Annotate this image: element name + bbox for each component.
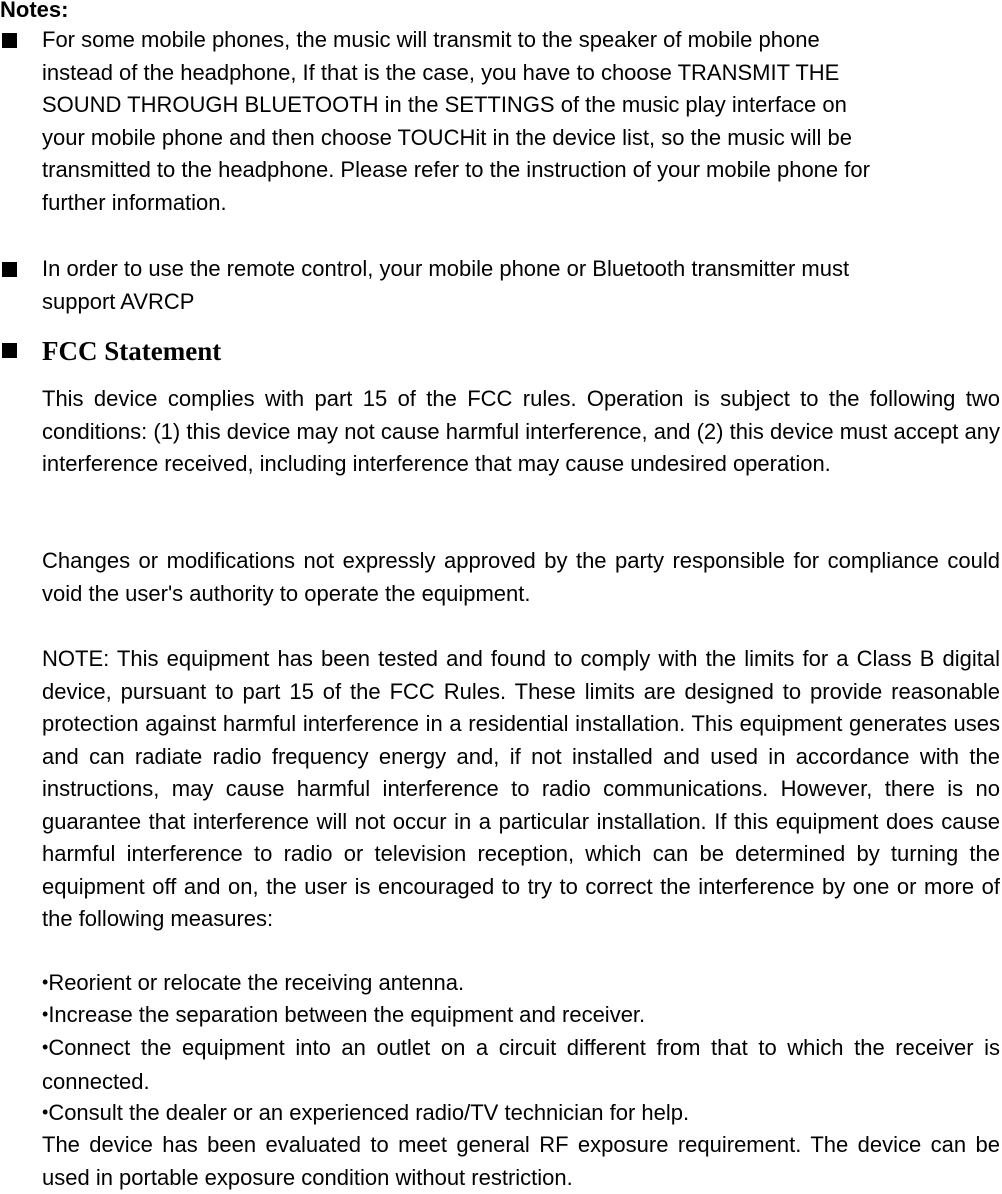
notes-item-text: In order to use the remote control, your mobile phone or Bluetooth transmitter must support AVRCP	[42, 256, 850, 314]
measure-item-1	[42, 967, 1000, 1001]
dot-bullet-icon: •	[42, 1004, 49, 1024]
measure-item-3	[42, 1032, 1000, 1098]
measure-text: Connect the equipment into an outlet on a circuit different from that to which the receiver is connected.	[42, 1035, 1000, 1094]
measure-item-4	[42, 1097, 1000, 1131]
measure-item-2	[42, 999, 1000, 1033]
notes-heading: Notes:	[0, 0, 69, 22]
dot-bullet-icon: •	[42, 972, 49, 992]
dot-bullet-icon: •	[42, 1037, 49, 1057]
fcc-changes-paragraph: Changes or modifications not expressly approved by the party responsible for compliance could void the user's authority to operate the equipment.	[42, 548, 1000, 606]
square-bullet-icon	[2, 262, 17, 277]
square-bullet-icon	[2, 343, 17, 358]
dot-bullet-icon: •	[42, 1102, 49, 1122]
measure-text: Increase the separation between the equipment and receiver.	[48, 1002, 646, 1027]
measure-text: Reorient or relocate the receiving antenna.	[48, 970, 465, 995]
fcc-statement-title: FCC Statement	[42, 336, 222, 366]
square-bullet-icon	[2, 33, 17, 48]
fcc-note-paragraph: NOTE: This equipment has been tested and found to comply with the limits for a Class B digital device, pursuant to part 15 of the FCC Rules. These limits are designed to provide reasonable protection against harmful interference in a residential installation. This equipment generates uses and can radiate radio frequency energy and, if not installed and used in accordance with the instructions, may cause harmful interference to radio communications. However, there is no guarantee that interference will not occur in a particular installation. If this equipment does cause harmful interference to radio or television reception, which can be determined by turning the equipment off and on, the user is encouraged to try to correct the interference by one or more of the following measures:	[42, 646, 1000, 931]
fcc-compliance-paragraph: This device complies with part 15 of the FCC rules. Operation is subject to the following two conditions: (1) this device may not cause harmful interference, and (2) this device must accept any interference received, including interference that may cause undesired operation.	[42, 386, 1000, 476]
measure-text: Consult the dealer or an experienced radio/TV technician for help.	[48, 1100, 690, 1125]
rf-exposure-paragraph: The device has been evaluated to meet general RF exposure requirement. The device can be used in portable exposure condition without restriction.	[42, 1132, 1000, 1190]
notes-item-text: For some mobile phones, the music will transmit to the speaker of mobile phone instead of the headphone, If that is the case, you have to choose TRANSMIT THE SOUND THROUGH BLUETOOTH in the SETTINGS of the music play interface on your mobile phone and then choose TOUCHit in the device list, so the music will be transmitted to the headphone. Please refer to the instruction of your mobile phone for further information.	[42, 27, 870, 215]
